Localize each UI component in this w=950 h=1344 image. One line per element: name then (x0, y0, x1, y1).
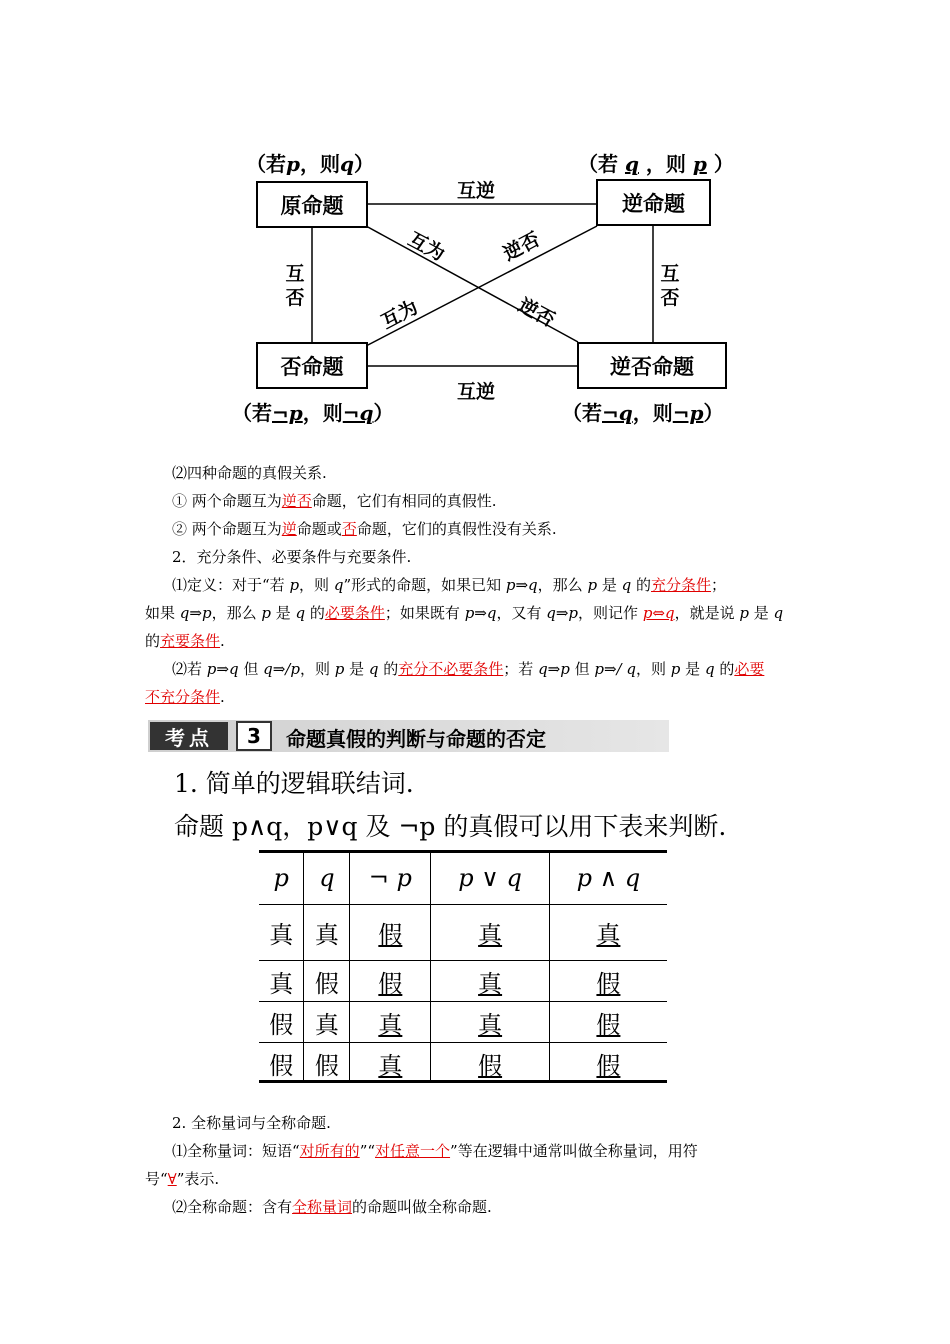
cond-text: ） (703, 401, 724, 425)
answer: 不充分条件 (145, 688, 221, 706)
text-line-6 (145, 603, 783, 623)
var-q: q (339, 152, 354, 176)
text-line-8 (172, 659, 764, 679)
var: p (261, 604, 271, 622)
answer: 否 (341, 520, 357, 538)
text: ”表示. (176, 1170, 220, 1188)
answer: p⇔q (642, 604, 675, 622)
header-text: p ∧ q (576, 864, 641, 892)
table-cell (549, 905, 667, 961)
rel-diag-b1: 逆否 (514, 294, 559, 332)
diagram-lines (0, 0, 950, 440)
header-text: q (319, 864, 335, 892)
cell-value: 真 (378, 1010, 403, 1039)
answer: 必要条件 (324, 604, 385, 622)
text: ，则 (299, 576, 334, 594)
text: 命题或 (296, 520, 342, 538)
text-line-5 (172, 575, 726, 595)
header-text: p ∨ q (458, 864, 522, 892)
header-text: p (273, 864, 289, 892)
text-line-4 (172, 547, 411, 567)
var: p (334, 660, 345, 678)
answer: 必要 (734, 660, 765, 678)
cond-text: （若 (562, 401, 602, 425)
text: 的 (714, 660, 735, 678)
var: q (368, 660, 379, 678)
table-cell (431, 961, 550, 1002)
var-p: p (286, 152, 300, 176)
cond-text: ） (373, 401, 394, 425)
truth-table (259, 852, 667, 1083)
text-line-9 (145, 687, 225, 707)
box-original (256, 181, 368, 228)
text: ，那么 (211, 604, 262, 622)
table-cell (350, 905, 431, 961)
table-row (259, 1002, 667, 1043)
text: 但 (238, 660, 264, 678)
var-not-p: ¬p (272, 401, 303, 425)
var: q⇒/p (263, 660, 300, 678)
text: . (220, 632, 225, 650)
cond-text: ） (706, 152, 734, 176)
text: 是 (597, 576, 622, 594)
box-contrapositive-label: 逆否命题 (610, 354, 694, 379)
cell-value: 真 (478, 1010, 503, 1039)
box-inverse-label: 否命题 (280, 354, 344, 379)
var-not-q: ¬q (342, 401, 374, 425)
box-contrapositive (577, 342, 727, 389)
table-row (259, 1043, 667, 1084)
table-cell (350, 1043, 431, 1084)
rel-diag-a1: 互为 (404, 228, 449, 266)
var: p⇒q (464, 604, 497, 622)
text: ”“ (359, 1142, 376, 1160)
header-cell (431, 852, 550, 905)
var: q (773, 604, 784, 622)
table-cell (350, 1002, 431, 1043)
text: ，那么 (537, 576, 588, 594)
text: ⑴定义：对于“若 (172, 576, 290, 594)
cond-text: （若 (578, 152, 625, 176)
cell-value: 假 (378, 921, 403, 949)
rel-left-1: 互 (285, 263, 305, 285)
cell-value: 真 (478, 921, 503, 949)
var-not-p: ¬p (672, 401, 704, 425)
cell-value: 假 (378, 969, 403, 998)
text: ⑵四种命题的真假关系. (172, 464, 327, 482)
var: q (295, 604, 306, 622)
var: p⇒q (206, 660, 239, 678)
table-cell: 假 (304, 961, 350, 1002)
var: p (587, 576, 598, 594)
text-line-10 (172, 1113, 331, 1133)
text: 2. 全称量词与全称命题. (172, 1114, 331, 1132)
text: ② 两个命题互为 (172, 520, 282, 538)
rel-left (284, 262, 306, 310)
box-original-label: 原命题 (280, 193, 344, 218)
cond-text: ，则 (632, 401, 673, 425)
text-line-13 (172, 1197, 492, 1217)
cell-value: 真 (378, 1051, 403, 1080)
text-line-7 (145, 631, 225, 651)
text: 如果 (145, 604, 180, 622)
table-cell (431, 1002, 550, 1043)
text: ； (711, 576, 727, 594)
cond-contrapositive (562, 397, 724, 426)
answer: 逆否 (281, 492, 312, 510)
rel-right (659, 262, 681, 310)
table-cell: 真 (259, 961, 304, 1002)
table-cell (549, 1002, 667, 1043)
table-cell: 假 (304, 1043, 350, 1084)
var: q (621, 576, 632, 594)
cond-text: （若 (232, 401, 272, 425)
section-tag: 考点 (150, 722, 228, 750)
table-cell (549, 1043, 667, 1084)
cond-inverse (232, 397, 394, 426)
text-line-11 (172, 1141, 698, 1161)
table-cell: 真 (304, 1002, 350, 1043)
var: p (739, 604, 749, 622)
rel-diag-a2: 逆否 (499, 228, 544, 266)
text: 的 (631, 576, 651, 594)
text: ① 两个命题互为 (172, 492, 282, 510)
cond-text: （若 (246, 152, 286, 176)
subheading-2: 命题 p∧q，p∨q 及 ¬p 的真假可以用下表来判断. (174, 812, 727, 841)
answer: 全称量词 (292, 1198, 353, 1216)
table-cell (350, 961, 431, 1002)
text: ，则 (636, 660, 671, 678)
var: q⇒p (179, 604, 212, 622)
text-line-2 (172, 491, 497, 511)
rel-right-1: 互 (660, 263, 680, 285)
text: 是 (344, 660, 369, 678)
section-title: 命题真假的判断与命题的否定 (286, 727, 546, 751)
var: p⇒/ q (594, 660, 636, 678)
answer: 充要条件 (160, 632, 221, 650)
table-cell: 假 (259, 1002, 304, 1043)
table-cell (431, 1043, 550, 1084)
text: ，则记作 (578, 604, 643, 622)
text: ；若 (503, 660, 539, 678)
var: p⇒q (505, 576, 538, 594)
cond-text: ，则 (299, 152, 340, 176)
rel-top: 互逆 (457, 180, 496, 202)
answer: 对任意一个 (375, 1142, 451, 1160)
text: ”等在逻辑中通常叫做全称量词，用符 (450, 1142, 698, 1160)
text: ⑵若 (172, 660, 207, 678)
var-p: p (692, 152, 707, 176)
text: ，则 (299, 660, 335, 678)
text: ⑵全称命题：含有 (172, 1198, 293, 1216)
table-cell: 假 (269, 1051, 294, 1080)
text: ；如果既有 (384, 604, 465, 622)
cond-original (246, 148, 374, 177)
rel-left-2: 否 (285, 287, 305, 309)
rel-bottom: 互逆 (457, 381, 496, 403)
text-line-12 (145, 1169, 219, 1189)
table-cell (549, 961, 667, 1002)
header-text: ¬ p (368, 864, 412, 892)
text: 命题，它们的真假性没有关系. (356, 520, 557, 538)
var: p (670, 660, 681, 678)
text: 的 (378, 660, 399, 678)
table-cell (431, 905, 550, 961)
text: 是 (680, 660, 705, 678)
table-row (259, 961, 667, 1002)
text: 但 (569, 660, 595, 678)
var: p (289, 576, 300, 594)
text: 是 (748, 604, 774, 622)
rel-diag-b2: 互为 (377, 296, 422, 334)
cond-converse (578, 148, 734, 177)
subheading-1: 1. 简单的逻辑联结词. (174, 769, 414, 798)
text: 的 (145, 632, 161, 650)
cond-text: ） (353, 152, 374, 176)
var: q⇒p (546, 604, 579, 622)
answer: 对所有的 (299, 1142, 360, 1160)
text: ，又有 (496, 604, 547, 622)
answer: ∀ (167, 1170, 177, 1188)
var-not-q: ¬q (602, 401, 633, 425)
cell-value: 假 (596, 969, 621, 998)
text: ⑴全称量词：短语“ (172, 1142, 300, 1160)
section-number: 3 (236, 721, 272, 751)
answer: 逆 (281, 520, 297, 538)
box-converse (596, 179, 711, 226)
header-cell (304, 852, 350, 905)
cond-text: ，则 (638, 152, 693, 176)
text: 的命题叫做全称命题. (352, 1198, 492, 1216)
text: ”形式的命题，如果已知 (343, 576, 506, 594)
header-cell (259, 852, 304, 905)
text-line-1 (172, 463, 327, 483)
text: 是 (270, 604, 296, 622)
table-cell: 真 (304, 905, 350, 961)
text-line-3 (172, 519, 557, 539)
header-cell (350, 852, 431, 905)
text: 的 (305, 604, 325, 622)
cell-value: 假 (596, 1051, 621, 1080)
text: . (220, 688, 225, 706)
var-q: q (624, 152, 639, 176)
cell-value: 假 (596, 1010, 621, 1039)
cond-text: ，则 (302, 401, 343, 425)
table-header-row (259, 852, 667, 905)
cell-value: 真 (478, 969, 503, 998)
rel-right-2: 否 (660, 287, 680, 309)
text: 号“ (145, 1170, 168, 1188)
table-row (259, 905, 667, 961)
var: q⇒p (538, 660, 570, 678)
cell-value: 假 (478, 1051, 503, 1080)
box-converse-label: 逆命题 (622, 191, 685, 216)
var: q (704, 660, 715, 678)
table-cell: 真 (259, 905, 304, 961)
text: ，就是说 (674, 604, 740, 622)
var: q (333, 576, 344, 594)
answer: 充分不必要条件 (398, 660, 504, 678)
text: 命题，它们有相同的真假性. (311, 492, 497, 510)
header-cell (549, 852, 667, 905)
table-bottom-rule (259, 1080, 667, 1083)
cell-value: 真 (596, 921, 621, 949)
answer: 充分条件 (651, 576, 712, 594)
text: 2．充分条件、必要条件与充要条件. (172, 548, 412, 566)
box-inverse (256, 342, 368, 389)
